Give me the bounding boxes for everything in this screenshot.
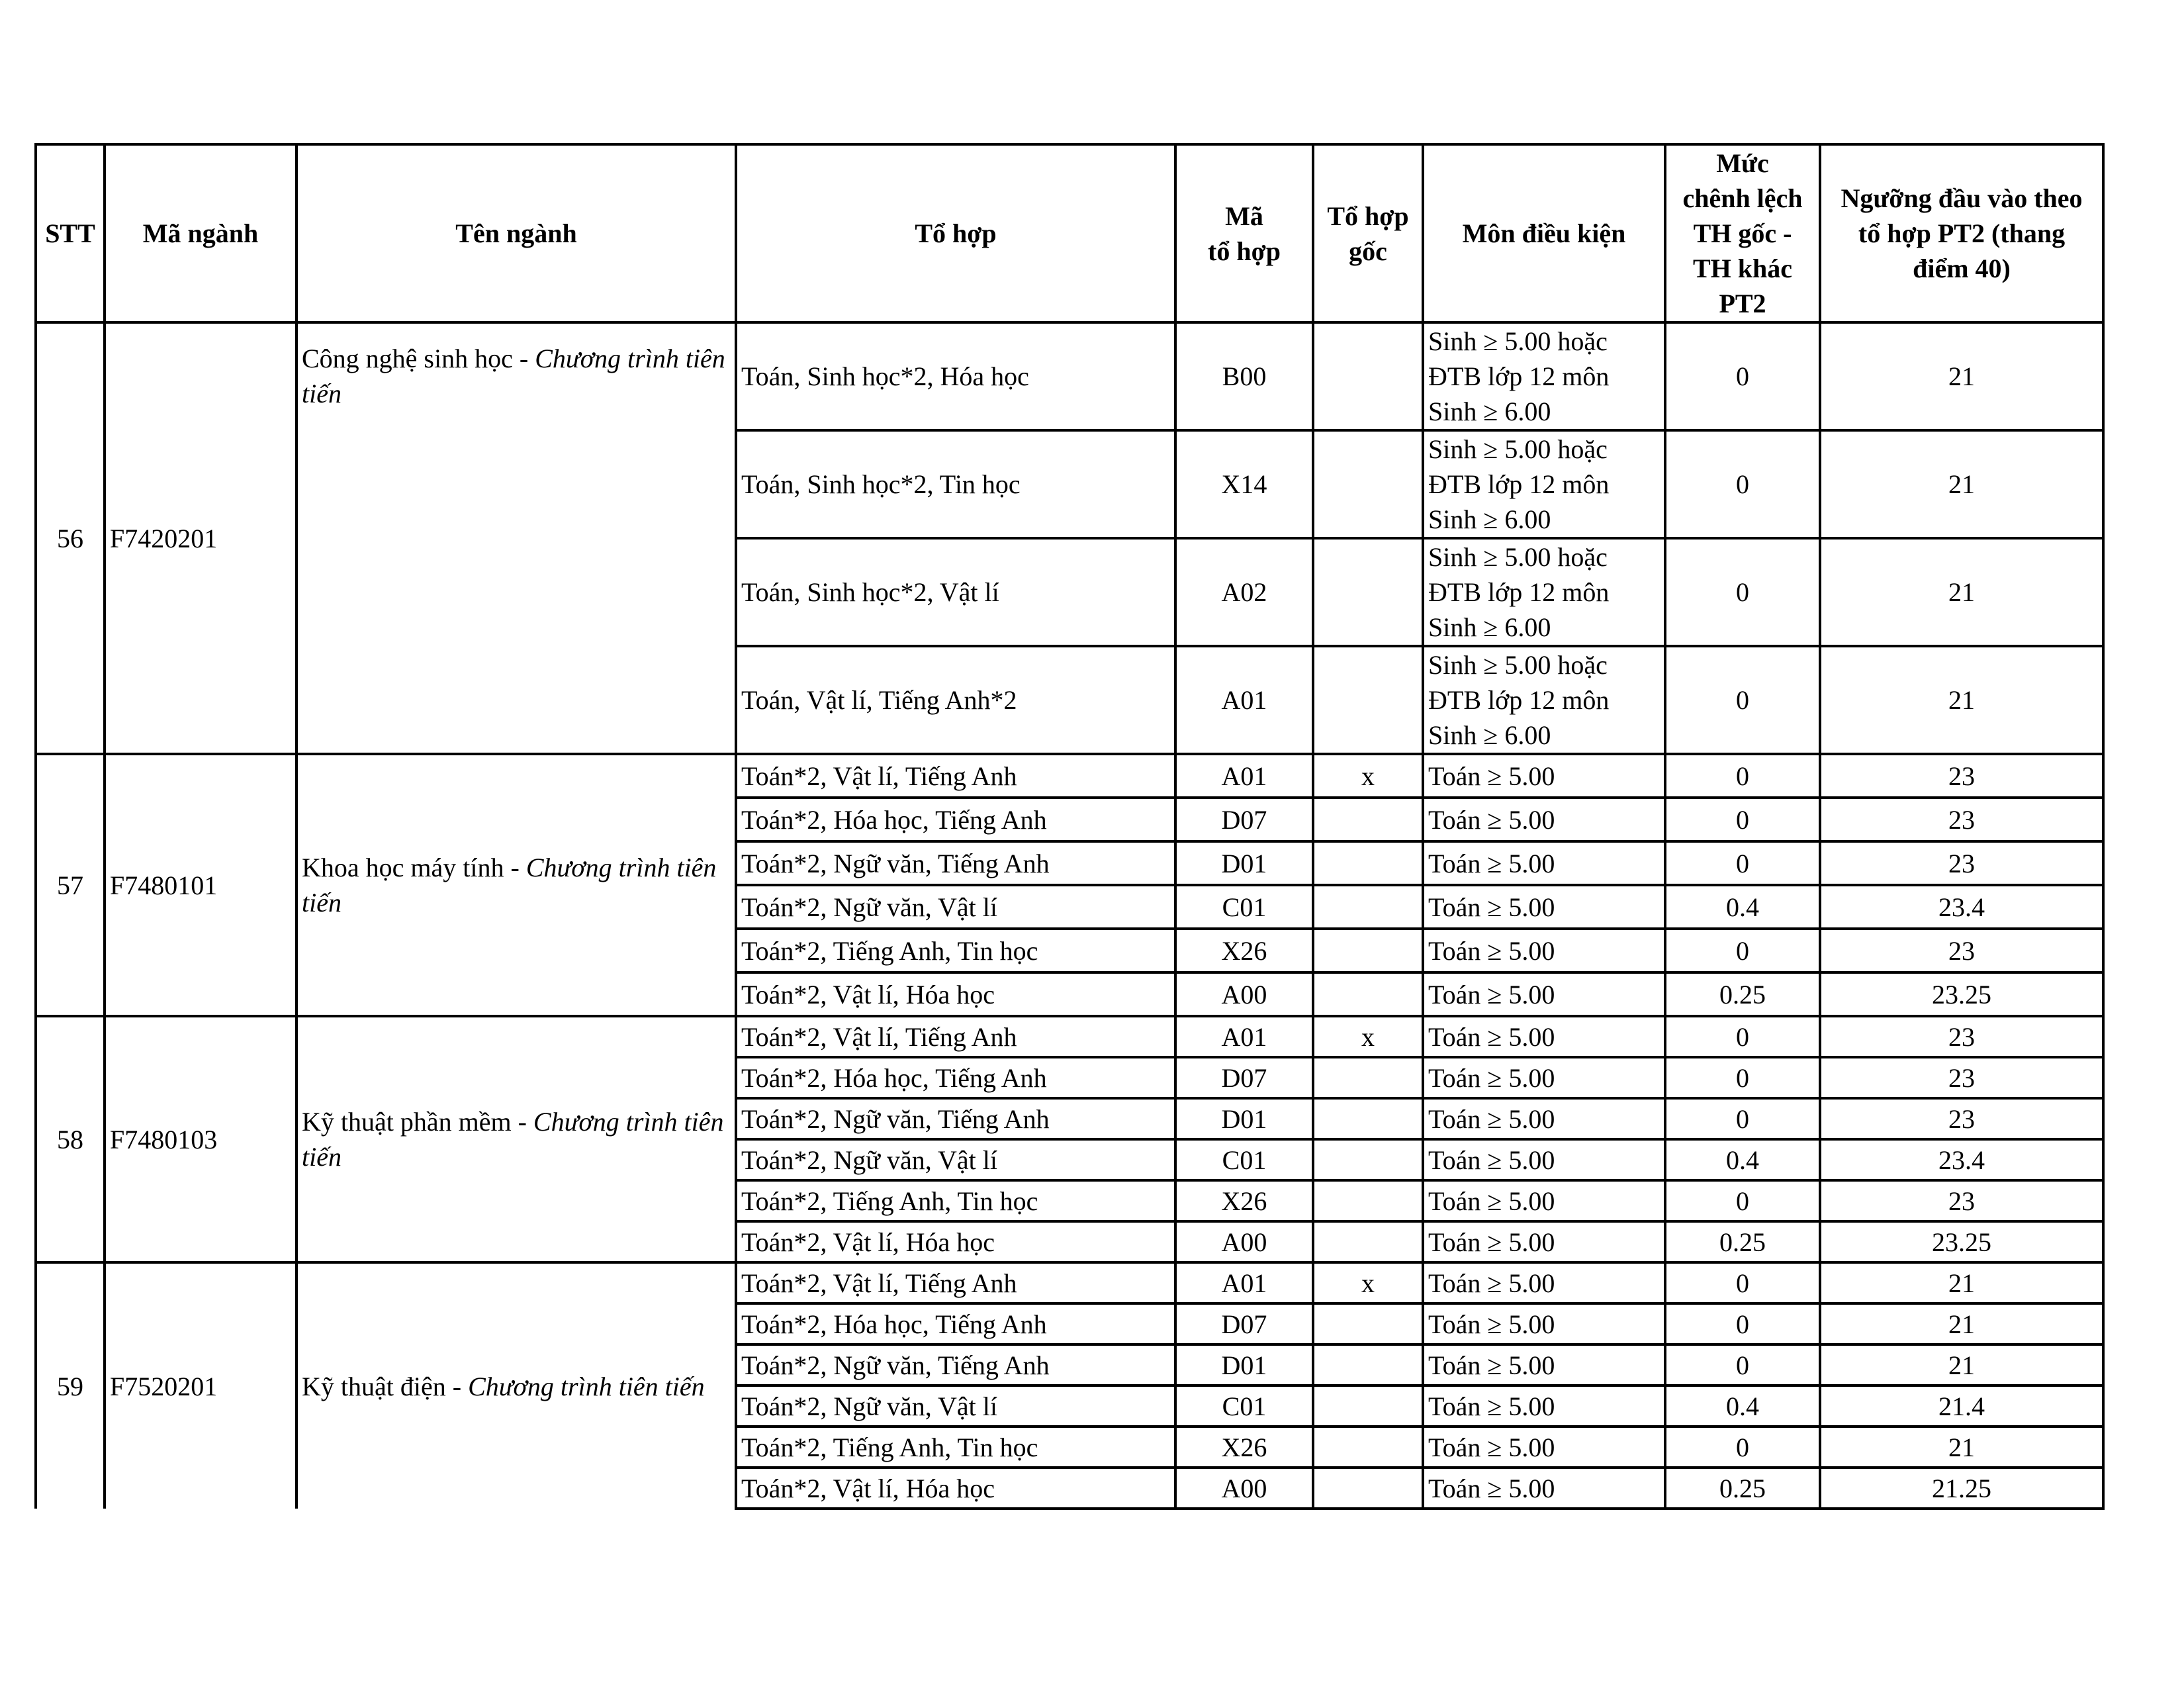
combo-cell: Toán*2, Tiếng Anh, Tin học (736, 1427, 1175, 1468)
combo-code-cell: A01 (1175, 1016, 1313, 1057)
combo-cell: Toán*2, Hóa học, Tiếng Anh (736, 1057, 1175, 1098)
condition-cell: Toán ≥ 5.00 (1423, 1098, 1665, 1139)
stt-cell: 59 (36, 1262, 105, 1509)
threshold-cell: 21 (1820, 1303, 2103, 1344)
admission-table (34, 143, 2105, 1510)
threshold-cell: 21.25 (1820, 1468, 2103, 1509)
condition-cell: Toán ≥ 5.00 (1423, 841, 1665, 885)
diff-cell: 0 (1665, 1098, 1820, 1139)
threshold-cell: 23 (1820, 798, 2103, 841)
condition-cell: Toán ≥ 5.00 (1423, 754, 1665, 798)
header-muc-chenh-lech: Mức chênh lệch TH gốc - TH khác PT2 (1665, 144, 1820, 322)
diff-cell: 0 (1665, 1344, 1820, 1385)
base-combo-cell (1313, 1180, 1423, 1221)
admission-table-container (34, 143, 2105, 1510)
base-combo-cell (1313, 1468, 1423, 1509)
combo-code-cell: A01 (1175, 646, 1313, 754)
diff-cell: 0 (1665, 1303, 1820, 1344)
condition-cell: Toán ≥ 5.00 (1423, 972, 1665, 1016)
combo-cell: Toán*2, Vật lí, Hóa học (736, 1221, 1175, 1262)
header-row (36, 144, 2103, 322)
threshold-cell: 23.4 (1820, 1139, 2103, 1180)
threshold-cell: 23.4 (1820, 885, 2103, 929)
combo-cell: Toán*2, Vật lí, Tiếng Anh (736, 1016, 1175, 1057)
combo-cell: Toán, Vật lí, Tiếng Anh*2 (736, 646, 1175, 754)
threshold-cell: 21 (1820, 646, 2103, 754)
base-combo-cell (1313, 798, 1423, 841)
base-combo-cell (1313, 885, 1423, 929)
combo-code-cell: D07 (1175, 1303, 1313, 1344)
condition-cell: Sinh ≥ 5.00 hoặc ĐTB lớp 12 môn Sinh ≥ 6.00 (1423, 322, 1665, 430)
stt-cell: 58 (36, 1016, 105, 1262)
major-code-cell: F7420201 (105, 322, 296, 754)
base-combo-cell (1313, 1344, 1423, 1385)
condition-cell: Toán ≥ 5.00 (1423, 1057, 1665, 1098)
condition-cell: Toán ≥ 5.00 (1423, 1427, 1665, 1468)
diff-cell: 0 (1665, 798, 1820, 841)
base-combo-cell (1313, 929, 1423, 972)
base-combo-cell (1313, 1427, 1423, 1468)
diff-cell: 0 (1665, 646, 1820, 754)
diff-cell: 0.25 (1665, 972, 1820, 1016)
header-to-hop: Tổ hợp (736, 144, 1175, 322)
combo-cell: Toán, Sinh học*2, Tin học (736, 430, 1175, 538)
combo-cell: Toán, Sinh học*2, Vật lí (736, 538, 1175, 646)
diff-cell: 0 (1665, 754, 1820, 798)
combo-code-cell: C01 (1175, 885, 1313, 929)
combo-code-cell: D07 (1175, 1057, 1313, 1098)
base-combo-cell: x (1313, 1262, 1423, 1303)
combo-cell: Toán*2, Ngữ văn, Tiếng Anh (736, 841, 1175, 885)
combo-code-cell: X26 (1175, 929, 1313, 972)
base-combo-cell (1313, 1139, 1423, 1180)
threshold-cell: 23.25 (1820, 1221, 2103, 1262)
combo-cell: Toán*2, Ngữ văn, Vật lí (736, 1139, 1175, 1180)
diff-cell: 0 (1665, 1057, 1820, 1098)
combo-code-cell: D01 (1175, 1344, 1313, 1385)
combo-code-cell: A00 (1175, 1221, 1313, 1262)
threshold-cell: 21 (1820, 1262, 2103, 1303)
major-name-cell: Kỹ thuật phần mềm - Chương trình tiên tiến (296, 1016, 736, 1262)
major-code-cell: F7520201 (105, 1262, 296, 1509)
combo-code-cell: D01 (1175, 841, 1313, 885)
threshold-cell: 23 (1820, 1098, 2103, 1139)
major-name-cell: Công nghệ sinh học - Chương trình tiên tiến (296, 322, 736, 754)
combo-code-cell: X26 (1175, 1180, 1313, 1221)
combo-cell: Toán*2, Vật lí, Hóa học (736, 1468, 1175, 1509)
header-ten-nganh: Tên ngành (296, 144, 736, 322)
condition-cell: Toán ≥ 5.00 (1423, 929, 1665, 972)
stt-cell: 56 (36, 322, 105, 754)
threshold-cell: 23 (1820, 1016, 2103, 1057)
threshold-cell: 23 (1820, 754, 2103, 798)
condition-cell: Toán ≥ 5.00 (1423, 1303, 1665, 1344)
base-combo-cell (1313, 1057, 1423, 1098)
base-combo-cell (1313, 1385, 1423, 1427)
condition-cell: Toán ≥ 5.00 (1423, 1344, 1665, 1385)
condition-cell: Toán ≥ 5.00 (1423, 798, 1665, 841)
threshold-cell: 21 (1820, 1344, 2103, 1385)
base-combo-cell (1313, 1221, 1423, 1262)
diff-cell: 0.25 (1665, 1221, 1820, 1262)
combo-code-cell: C01 (1175, 1139, 1313, 1180)
diff-cell: 0.4 (1665, 1385, 1820, 1427)
threshold-cell: 21 (1820, 1427, 2103, 1468)
diff-cell: 0 (1665, 1016, 1820, 1057)
table-row (36, 1016, 2103, 1057)
base-combo-cell (1313, 841, 1423, 885)
threshold-cell: 21 (1820, 538, 2103, 646)
base-combo-cell: x (1313, 754, 1423, 798)
condition-cell: Sinh ≥ 5.00 hoặc ĐTB lớp 12 môn Sinh ≥ 6.00 (1423, 430, 1665, 538)
diff-cell: 0.4 (1665, 1139, 1820, 1180)
combo-code-cell: A02 (1175, 538, 1313, 646)
condition-cell: Toán ≥ 5.00 (1423, 1221, 1665, 1262)
combo-cell: Toán*2, Ngữ văn, Tiếng Anh (736, 1344, 1175, 1385)
base-combo-cell (1313, 972, 1423, 1016)
base-combo-cell (1313, 1303, 1423, 1344)
combo-code-cell: A00 (1175, 1468, 1313, 1509)
combo-code-cell: B00 (1175, 322, 1313, 430)
combo-cell: Toán*2, Tiếng Anh, Tin học (736, 1180, 1175, 1221)
base-combo-cell (1313, 1098, 1423, 1139)
condition-cell: Toán ≥ 5.00 (1423, 1180, 1665, 1221)
base-combo-cell (1313, 646, 1423, 754)
condition-cell: Toán ≥ 5.00 (1423, 1016, 1665, 1057)
combo-code-cell: A01 (1175, 754, 1313, 798)
condition-cell: Toán ≥ 5.00 (1423, 1385, 1665, 1427)
combo-cell: Toán, Sinh học*2, Hóa học (736, 322, 1175, 430)
base-combo-cell (1313, 322, 1423, 430)
combo-cell: Toán*2, Vật lí, Tiếng Anh (736, 1262, 1175, 1303)
threshold-cell: 21 (1820, 322, 2103, 430)
major-name-cell: Kỹ thuật điện - Chương trình tiên tiến (296, 1262, 736, 1509)
threshold-cell: 23 (1820, 929, 2103, 972)
base-combo-cell (1313, 430, 1423, 538)
table-row (36, 1262, 2103, 1303)
diff-cell: 0.4 (1665, 885, 1820, 929)
stt-cell: 57 (36, 754, 105, 1016)
combo-code-cell: X14 (1175, 430, 1313, 538)
header-ma-to-hop: Mã tổ hợp (1175, 144, 1313, 322)
major-code-cell: F7480101 (105, 754, 296, 1016)
combo-cell: Toán*2, Ngữ văn, Vật lí (736, 1385, 1175, 1427)
major-name-cell: Khoa học máy tính - Chương trình tiên tiến (296, 754, 736, 1016)
combo-code-cell: X26 (1175, 1427, 1313, 1468)
combo-cell: Toán*2, Hóa học, Tiếng Anh (736, 798, 1175, 841)
condition-cell: Sinh ≥ 5.00 hoặc ĐTB lớp 12 môn Sinh ≥ 6.00 (1423, 646, 1665, 754)
header-stt: STT (36, 144, 105, 322)
combo-cell: Toán*2, Ngữ văn, Tiếng Anh (736, 1098, 1175, 1139)
combo-cell: Toán*2, Ngữ văn, Vật lí (736, 885, 1175, 929)
header-mon-dieu-kien: Môn điều kiện (1423, 144, 1665, 322)
threshold-cell: 23 (1820, 841, 2103, 885)
condition-cell: Toán ≥ 5.00 (1423, 885, 1665, 929)
table-row (36, 322, 2103, 430)
threshold-cell: 21 (1820, 430, 2103, 538)
condition-cell: Toán ≥ 5.00 (1423, 1139, 1665, 1180)
diff-cell: 0 (1665, 1262, 1820, 1303)
combo-cell: Toán*2, Vật lí, Tiếng Anh (736, 754, 1175, 798)
threshold-cell: 23 (1820, 1057, 2103, 1098)
table-row (36, 754, 2103, 798)
major-code-cell: F7480103 (105, 1016, 296, 1262)
diff-cell: 0 (1665, 538, 1820, 646)
combo-code-cell: D01 (1175, 1098, 1313, 1139)
condition-cell: Sinh ≥ 5.00 hoặc ĐTB lớp 12 môn Sinh ≥ 6.00 (1423, 538, 1665, 646)
header-ma-nganh: Mã ngành (105, 144, 296, 322)
base-combo-cell (1313, 538, 1423, 646)
diff-cell: 0.25 (1665, 1468, 1820, 1509)
diff-cell: 0 (1665, 1180, 1820, 1221)
diff-cell: 0 (1665, 322, 1820, 430)
combo-code-cell: A00 (1175, 972, 1313, 1016)
header-to-hop-goc: Tổ hợp gốc (1313, 144, 1423, 322)
header-nguong: Ngưỡng đầu vào theo tổ hợp PT2 (thang điểm 40) (1820, 144, 2103, 322)
condition-cell: Toán ≥ 5.00 (1423, 1468, 1665, 1509)
threshold-cell: 21.4 (1820, 1385, 2103, 1427)
combo-code-cell: D07 (1175, 798, 1313, 841)
diff-cell: 0 (1665, 929, 1820, 972)
threshold-cell: 23 (1820, 1180, 2103, 1221)
combo-cell: Toán*2, Hóa học, Tiếng Anh (736, 1303, 1175, 1344)
combo-cell: Toán*2, Tiếng Anh, Tin học (736, 929, 1175, 972)
diff-cell: 0 (1665, 430, 1820, 538)
combo-code-cell: C01 (1175, 1385, 1313, 1427)
diff-cell: 0 (1665, 1427, 1820, 1468)
combo-code-cell: A01 (1175, 1262, 1313, 1303)
combo-cell: Toán*2, Vật lí, Hóa học (736, 972, 1175, 1016)
diff-cell: 0 (1665, 841, 1820, 885)
threshold-cell: 23.25 (1820, 972, 2103, 1016)
base-combo-cell: x (1313, 1016, 1423, 1057)
condition-cell: Toán ≥ 5.00 (1423, 1262, 1665, 1303)
